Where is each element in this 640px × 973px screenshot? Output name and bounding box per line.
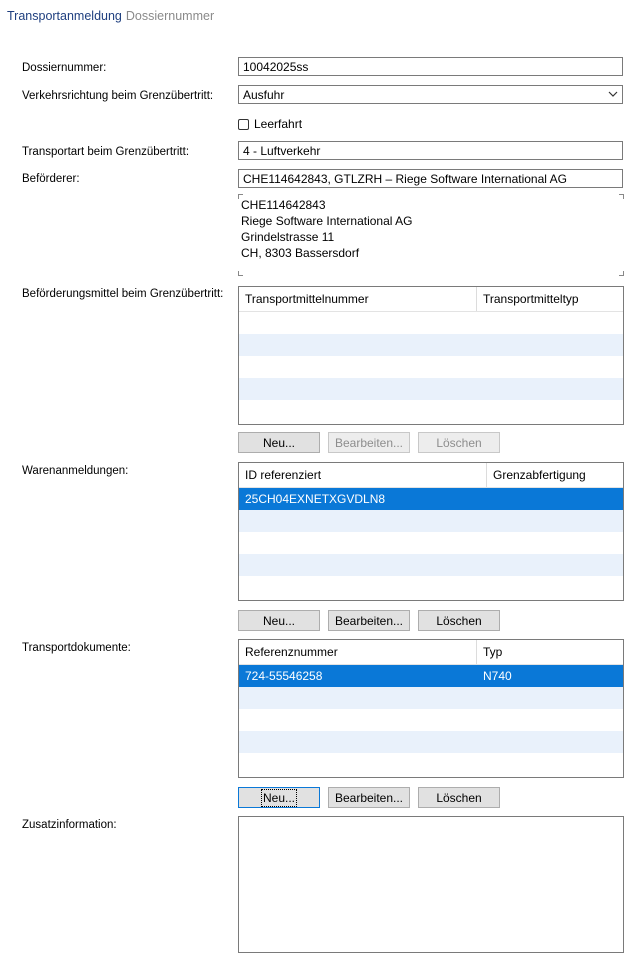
verkehrsrichtung-select[interactable]	[238, 85, 623, 104]
befoerderungsmittel-table[interactable]	[238, 286, 624, 425]
table-row[interactable]	[239, 709, 623, 731]
warenanmeldungen-edit-button[interactable]	[328, 610, 410, 631]
button-label: Löschen	[436, 435, 482, 450]
table-cell: 724-55546258	[245, 669, 323, 683]
column-header[interactable]: Typ	[483, 645, 503, 659]
checkbox-box[interactable]	[238, 119, 249, 130]
column-header[interactable]: Transportmittelnummer	[239, 287, 477, 311]
transportdokumente-delete-button[interactable]	[418, 787, 500, 808]
table-header	[239, 287, 623, 312]
warenanmeldungen-table[interactable]	[238, 462, 624, 601]
table-row[interactable]	[239, 554, 623, 576]
column-header[interactable]: Transportmitteltyp	[483, 292, 579, 306]
address-line: CHE114642843	[241, 198, 326, 212]
button-label: Bearbeiten...	[334, 790, 404, 805]
befoerderer-address	[238, 194, 624, 276]
transportart-label: Transportart beim Grenzübertritt:	[22, 146, 190, 158]
column-header[interactable]: Grenzabfertigung	[493, 468, 586, 482]
transportdokumente-new-button[interactable]	[238, 787, 320, 808]
table-header	[239, 640, 623, 665]
breadcrumb	[7, 9, 214, 23]
table-header	[239, 463, 623, 488]
table-row[interactable]	[239, 510, 623, 532]
table-row[interactable]	[239, 731, 623, 753]
leerfahrt-label: Leerfahrt	[254, 117, 303, 131]
befoerderungsmittel-delete-button[interactable]	[418, 432, 500, 453]
table-row[interactable]	[239, 532, 623, 554]
column-header[interactable]: ID referenziert	[239, 463, 487, 487]
table-row[interactable]	[239, 687, 623, 709]
warenanmeldungen-delete-button[interactable]	[418, 610, 500, 631]
transportdokumente-edit-button[interactable]	[328, 787, 410, 808]
table-row[interactable]	[239, 488, 623, 510]
table-row[interactable]	[239, 400, 623, 422]
warenanmeldungen-label: Warenanmeldungen:	[22, 465, 129, 477]
zusatzinformation-textarea[interactable]	[238, 816, 624, 953]
transportdokumente-table[interactable]	[238, 639, 624, 778]
address-line: CH, 8303 Bassersdorf	[241, 246, 360, 260]
button-label: Bearbeiten...	[334, 613, 404, 628]
button-label: Neu...	[262, 613, 295, 628]
table-cell: 25CH04EXNETXGVDLN8	[245, 492, 386, 506]
zusatzinformation-label: Zusatzinformation:	[22, 819, 117, 831]
page-title: Transportanmeldung	[7, 9, 122, 23]
verkehrsrichtung-value: Ausfuhr	[243, 88, 285, 102]
befoerderungsmittel-label: Beförderungsmittel beim Grenzübertritt:	[22, 288, 224, 300]
befoerderungsmittel-new-button[interactable]	[238, 432, 320, 453]
table-cell	[487, 488, 623, 510]
address-line: Grindelstrasse 11	[241, 230, 335, 244]
table-row[interactable]	[239, 356, 623, 378]
verkehrsrichtung-label: Verkehrsrichtung beim Grenzübertritt:	[22, 90, 214, 102]
table-cell: N740	[483, 669, 512, 683]
table-row[interactable]	[239, 665, 623, 687]
table-row[interactable]	[239, 378, 623, 400]
address-line: Riege Software International AG	[241, 214, 413, 228]
button-label: Löschen	[436, 790, 482, 805]
transportdokumente-label: Transportdokumente:	[22, 642, 131, 654]
table-row[interactable]	[239, 334, 623, 356]
leerfahrt-checkbox[interactable]	[238, 117, 302, 131]
warenanmeldungen-new-button[interactable]	[238, 610, 320, 631]
button-label: Neu...	[262, 790, 295, 805]
transportart-field[interactable]: 4 - Luftverkehr	[238, 141, 623, 160]
befoerderungsmittel-edit-button[interactable]	[328, 432, 410, 453]
button-label: Löschen	[436, 613, 482, 628]
dossiernummer-label: Dossiernummer:	[22, 62, 107, 74]
column-header[interactable]: Referenznummer	[239, 640, 477, 664]
page-subtitle: Dossiernummer	[125, 9, 215, 23]
befoerderer-label: Beförderer:	[22, 173, 80, 185]
table-row[interactable]	[239, 312, 623, 334]
button-label: Neu...	[262, 435, 295, 450]
befoerderer-field[interactable]: CHE114642843, GTLZRH – Riege Software International AG	[238, 169, 623, 188]
table-row[interactable]	[239, 753, 623, 775]
dossiernummer-field[interactable]: 10042025ss	[238, 57, 623, 76]
table-row[interactable]	[239, 576, 623, 598]
chevron-down-icon	[608, 91, 618, 98]
button-label: Bearbeiten...	[334, 435, 404, 450]
